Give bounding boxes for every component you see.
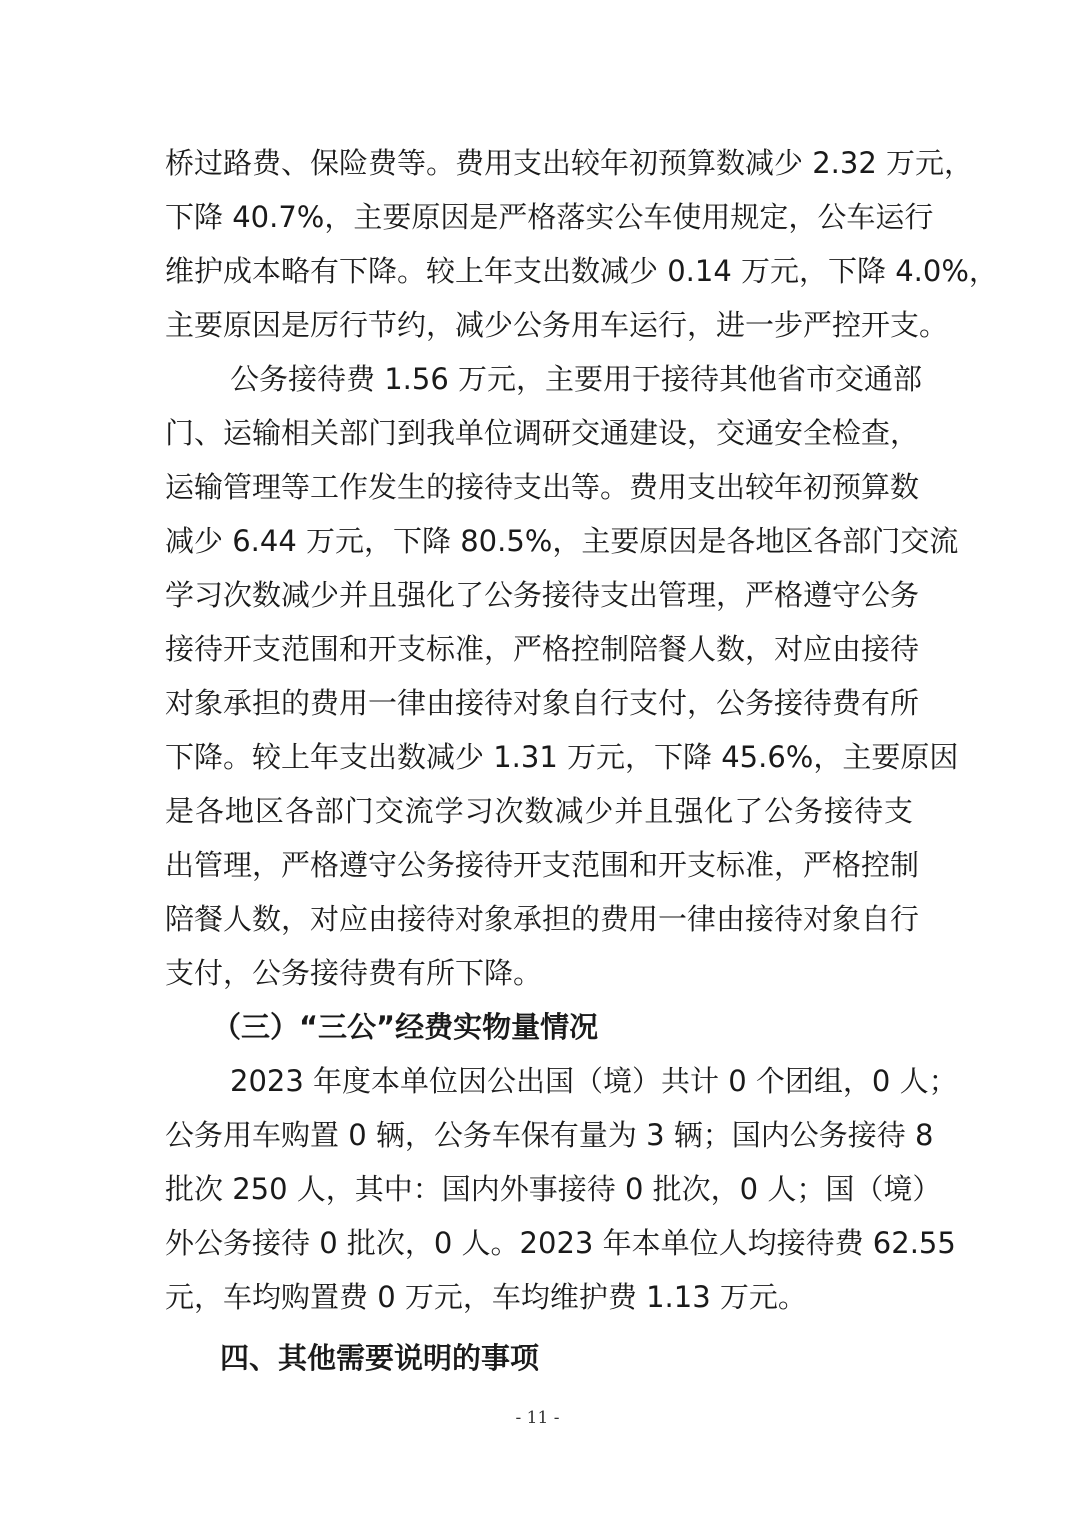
text-line: 下降 40.7%，主要原因是严格落实公车使用规定，公车运行 [165, 200, 934, 234]
text-line: 减少 6.44 万元，下降 80.5%，主要原因是各地区各部门交流 [165, 524, 959, 558]
text-line: 运输管理等工作发生的接待支出等。费用支出较年初预算数 [165, 470, 920, 504]
section-heading-three: （三）“三公”经费实物量情况 [212, 1010, 599, 1044]
section-heading-four: 四、其他需要说明的事项 [220, 1341, 540, 1375]
text-line: 接待开支范围和开支标准，严格控制陪餐人数，对应由接待 [165, 632, 920, 666]
text-line: 是各地区各部门交流学习次数减少并且强化了公务接待支 [165, 794, 913, 828]
text-line: 批次 250 人，其中：国内外事接待 0 批次，0 人；国（境） [165, 1172, 942, 1206]
text-line: 公务接待费 1.56 万元，主要用于接待其他省市交通部 [230, 362, 923, 396]
text-line: 维护成本略有下降。较上年支出数减少 0.14 万元，下降 4.0%， [165, 254, 998, 288]
text-line: 对象承担的费用一律由接待对象自行支付，公务接待费有所 [165, 686, 920, 720]
text-line: 元，车均购置费 0 万元，车均维护费 1.13 万元。 [165, 1280, 807, 1314]
text-line: 陪餐人数，对应由接待对象承担的费用一律由接待对象自行 [165, 902, 920, 936]
text-line: 支付，公务接待费有所下降。 [165, 956, 543, 990]
text-line: 2023 年度本单位因公出国（境）共计 0 个团组，0 人； [230, 1064, 958, 1098]
text-line: 学习次数减少并且强化了公务接待支出管理，严格遵守公务 [165, 578, 920, 612]
text-line: 桥过路费、保险费等。费用支出较年初预算数减少 2.32 万元， [165, 146, 974, 180]
text-line: 主要原因是厉行节约，减少公务用车运行，进一步严控开支。 [165, 308, 949, 342]
text-line: 下降。较上年支出数减少 1.31 万元，下降 45.6%，主要原因 [165, 740, 959, 774]
text-line: 门、运输相关部门到我单位调研交通建设，交通安全检查， [165, 416, 920, 450]
text-line: 外公务接待 0 批次，0 人。2023 年本单位人均接待费 62.55 [165, 1226, 956, 1260]
page-number: - 11 - [515, 1408, 560, 1428]
text-line: 出管理，严格遵守公务接待开支范围和开支标准，严格控制 [165, 848, 920, 882]
text-line: 公务用车购置 0 辆，公务车保有量为 3 辆；国内公务接待 8 [165, 1118, 934, 1152]
